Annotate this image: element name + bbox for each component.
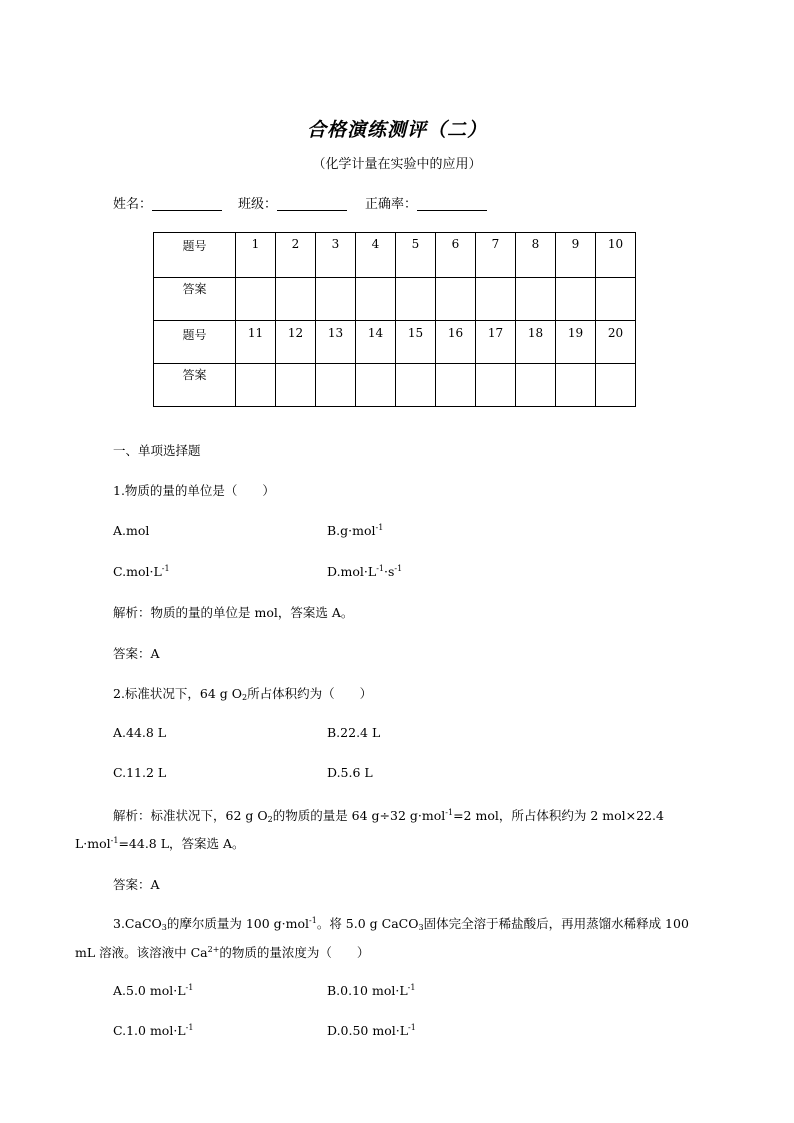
q1-option-c: $C.mol\cdot L^{-1}$ (113, 564, 170, 579)
question-label-cell: 题号 (154, 321, 236, 364)
q2-option-d: D.5.6 L (327, 765, 373, 780)
question-number-cell: 8 (516, 233, 556, 278)
answer-cell[interactable] (436, 364, 476, 407)
question-number-cell: 9 (556, 233, 596, 278)
q2-stem: 2.标准状况下，64 g $O_2$所占体积约为（ ） (113, 686, 373, 702)
q1-option-a: A.mol (113, 523, 150, 538)
answer-table (153, 232, 636, 407)
name-field (113, 193, 222, 212)
question-number-cell: 14 (356, 321, 396, 364)
question-number-cell: 12 (276, 321, 316, 364)
question-number-cell: 4 (356, 233, 396, 278)
question-number-cell: 19 (556, 321, 596, 364)
page-subtitle: （化学计量在实验中的应用） (312, 157, 482, 172)
section-title: 一、单项选择题 (113, 443, 201, 458)
q2-analysis-continued: L·mol$^{-1}$=44.8 L，答案选 A。 (75, 836, 245, 851)
q1-analysis: 解析：物质的量的单位是 mol，答案选 A。 (113, 605, 354, 620)
answer-cell[interactable] (316, 278, 356, 321)
question-number-cell: 18 (516, 321, 556, 364)
answer-cell[interactable] (516, 278, 556, 321)
answer-label-cell: 答案 (154, 364, 236, 407)
question-number-cell: 6 (436, 233, 476, 278)
name-label: 姓名： (113, 197, 153, 212)
question-number-cell: 7 (476, 233, 516, 278)
q3-stem: 3.CaCO$_3$的摩尔质量为 100 g·mol$^{-1}$。将 5.0 g CaCO$_3$固体完全溶于稀盐酸后，再用蒸馏水稀释成 100 (113, 916, 689, 932)
question-number-cell: 20 (596, 321, 636, 364)
q3-option-a: A.5.0 $mol\cdot L^{-1}$ (113, 983, 194, 998)
q2-option-b: B.22.4 L (327, 725, 381, 740)
answer-cell[interactable] (556, 364, 596, 407)
answer-cell[interactable] (476, 364, 516, 407)
q1-option-d: $D.mol\cdot L^{-1}\cdot s^{-1}$ (327, 564, 403, 579)
question-number-cell: 3 (316, 233, 356, 278)
answer-cell[interactable] (476, 278, 516, 321)
answer-row (154, 364, 636, 407)
q1-stem: 1.物质的量的单位是（ ） (113, 483, 275, 498)
class-label: 班级： (238, 197, 278, 212)
q3-option-c: C.1.0 $mol\cdot L^{-1}$ (113, 1023, 194, 1038)
name-blank (152, 196, 222, 211)
answer-cell[interactable] (436, 278, 476, 321)
question-number-cell: 17 (476, 321, 516, 364)
accuracy-blank (417, 196, 487, 211)
answer-cell[interactable] (596, 364, 636, 407)
q2-answer: 答案：A (113, 877, 160, 892)
accuracy-label: 正确率： (365, 197, 418, 212)
answer-cell[interactable] (276, 364, 316, 407)
question-number-cell: 16 (436, 321, 476, 364)
q1-option-b: B.g·mol$^{-1}$ (327, 523, 384, 538)
q2-option-a: A.44.8 L (113, 725, 167, 740)
question-number-cell: 1 (236, 233, 276, 278)
answer-cell[interactable] (356, 364, 396, 407)
q3-stem-continued: mL 溶液。该溶液中 $Ca^{2+}$的物质的量浓度为（ ） (75, 945, 370, 960)
question-number-cell: 5 (396, 233, 436, 278)
question-number-cell: 13 (316, 321, 356, 364)
answer-cell[interactable] (276, 278, 316, 321)
question-number-cell: 2 (276, 233, 316, 278)
answer-cell[interactable] (316, 364, 356, 407)
answer-cell[interactable] (356, 278, 396, 321)
question-number-row (154, 233, 636, 278)
class-field (238, 193, 347, 212)
question-number-cell: 15 (396, 321, 436, 364)
question-number-row (154, 321, 636, 364)
q3-option-b: B.0.10 $mol\cdot L^{-1}$ (327, 983, 416, 998)
answer-row (154, 278, 636, 321)
answer-cell[interactable] (596, 278, 636, 321)
q2-analysis: 解析：标准状况下，62 g $O_2$的物质的量是 64 g÷32 g·mol$^{-1}$=2 mol，所占体积约为 2 mol×22.4 (113, 808, 664, 824)
page-title: 合格演练测评（二） (306, 119, 487, 141)
answer-cell[interactable] (556, 278, 596, 321)
answer-cell[interactable] (396, 278, 436, 321)
q3-option-d: D.0.50 $mol\cdot L^{-1}$ (327, 1023, 416, 1038)
answer-label-cell: 答案 (154, 278, 236, 321)
answer-cell[interactable] (236, 364, 276, 407)
accuracy-field (365, 193, 487, 212)
q1-answer: 答案：A (113, 646, 160, 661)
question-number-cell: 11 (236, 321, 276, 364)
class-blank (277, 196, 347, 211)
answer-cell[interactable] (516, 364, 556, 407)
answer-cell[interactable] (236, 278, 276, 321)
question-label-cell: 题号 (154, 233, 236, 278)
question-number-cell: 10 (596, 233, 636, 278)
q2-option-c: C.11.2 L (113, 765, 167, 780)
answer-cell[interactable] (396, 364, 436, 407)
